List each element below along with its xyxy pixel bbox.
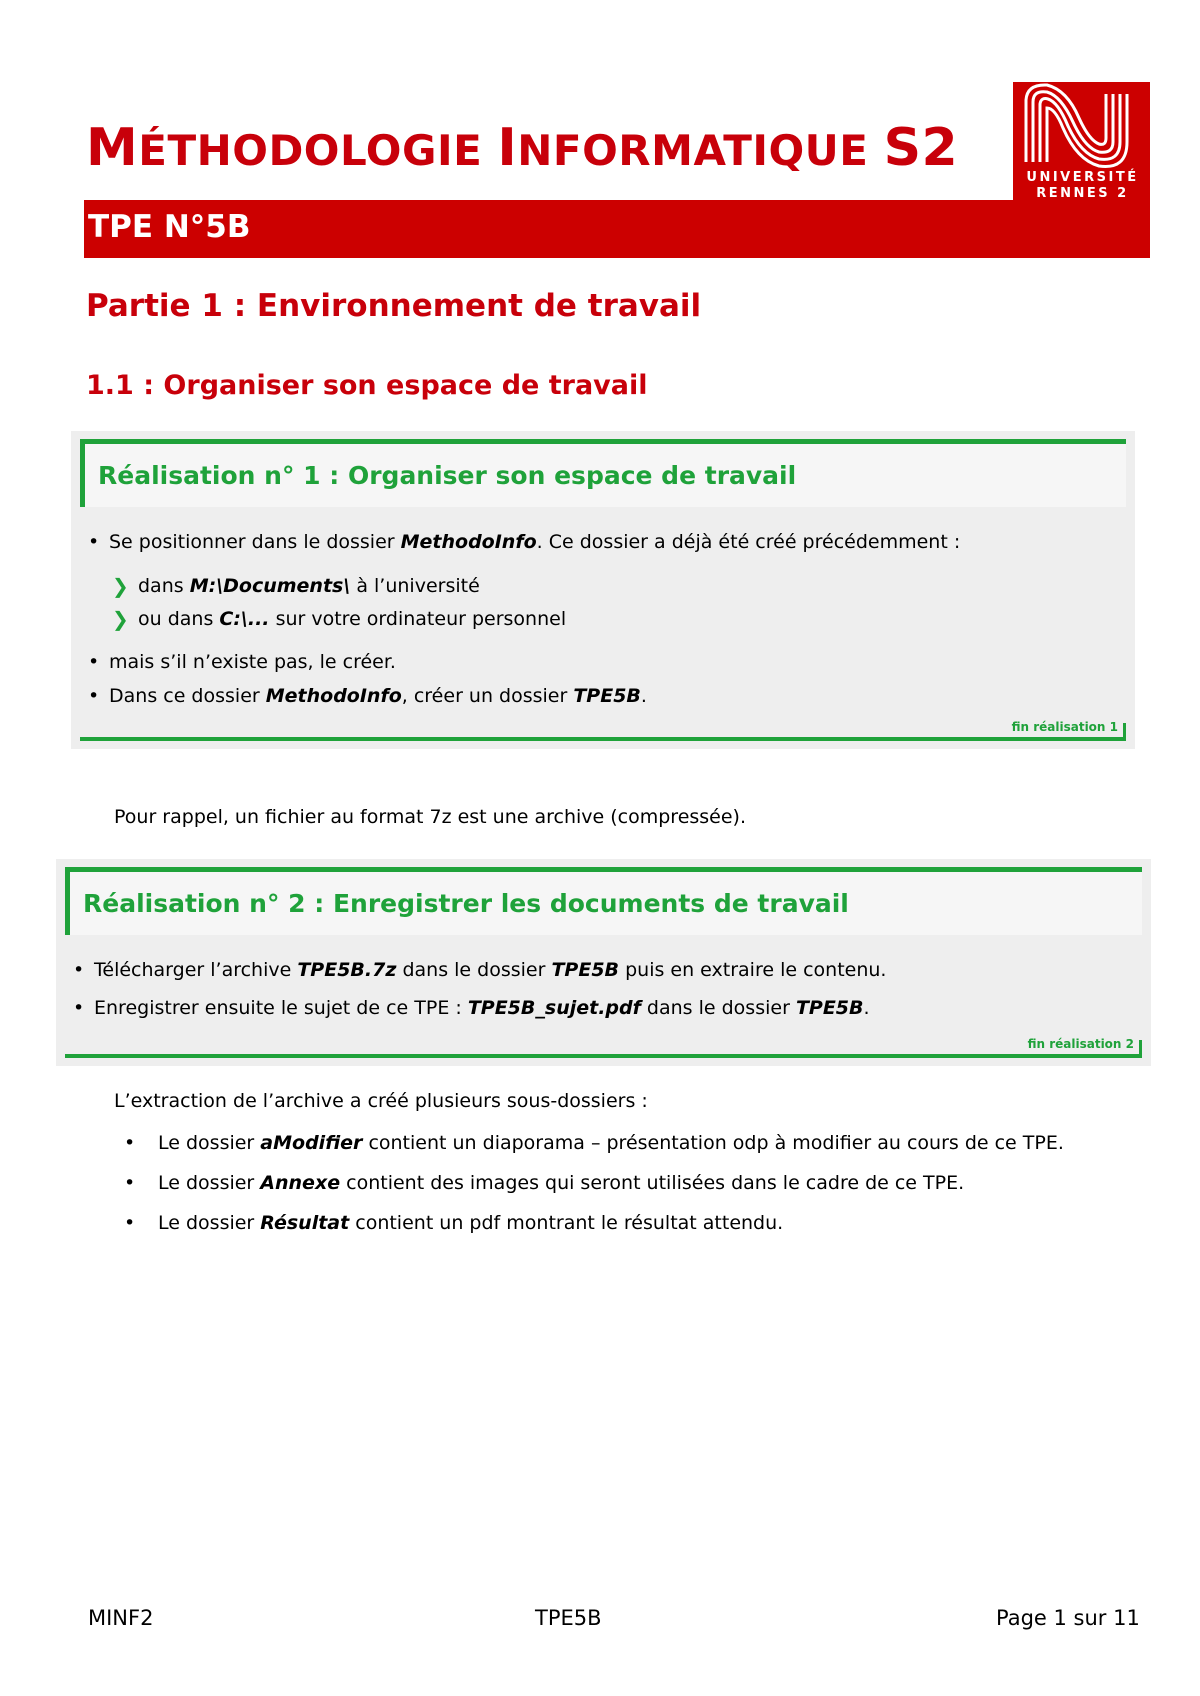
tpe-label: TPE N°5B [88,209,251,245]
box-top-border [80,439,1126,444]
box-bottom-border [65,1054,1142,1058]
realisation-title: Réalisation n° 1 : Organiser son espace de travail [98,461,797,490]
footer-left: MINF2 [88,1606,154,1630]
university-logo-text [1024,170,1141,202]
sub-list-item: dans M:\Documents\ à l’université [138,575,480,597]
realisation-end-label: fin réalisation 1 [1011,720,1118,734]
realisation-box-1 [71,431,1135,749]
bullet-icon: • [124,1132,136,1154]
document-title: MÉTHODOLOGIE INFORMATIQUE S2 [86,118,959,178]
box-right-marker [1139,1040,1142,1058]
list-item: mais s’il n’existe pas, le créer. [109,651,396,673]
logo-line-1: UNIVERSITÉ [1026,170,1139,185]
footer-center: TPE5B [535,1606,602,1630]
realisation-box-2 [56,859,1151,1066]
section-heading: 1.1 : Organiser son espace de travail [86,370,648,401]
sub-list-item: ou dans C:\... sur votre ordinateur personnel [138,608,567,630]
extraction-intro: L’extraction de l’archive a créé plusieurs sous-dossiers : [114,1090,648,1112]
chevron-right-icon: ❯ [112,574,129,598]
reminder-paragraph: Pour rappel, un fichier au format 7z est une archive (compressée). [114,806,747,828]
logo-n-icon [1013,82,1150,172]
list-item: Enregistrer ensuite le sujet de ce TPE : TPE5B_sujet.pdf dans le dossier TPE5B. [94,997,870,1019]
box-right-marker [1123,723,1126,741]
bullet-icon: • [88,685,100,707]
box-left-border [80,439,85,507]
bullet-icon: • [73,997,85,1019]
bullet-icon: • [88,531,100,553]
box-top-border [65,867,1142,872]
part-heading: Partie 1 : Environnement de travail [86,288,702,324]
list-item: Le dossier Résultat contient un pdf montrant le résultat attendu. [158,1212,784,1234]
list-item: Le dossier Annexe contient des images qui seront utilisées dans le cadre de ce TPE. [158,1172,965,1194]
bullet-icon: • [73,959,85,981]
box-left-border [65,867,70,935]
bullet-icon: • [124,1212,136,1234]
footer-page-number: Page 1 sur 11 [996,1606,1140,1630]
list-item: Télécharger l’archive TPE5B.7z dans le dossier TPE5B puis en extraire le contenu. [94,959,887,981]
realisation-title: Réalisation n° 2 : Enregistrer les documents de travail [83,889,849,918]
list-item: Dans ce dossier MethodoInfo, créer un dossier TPE5B. [109,685,647,707]
logo-line-2: RENNES 2 [1036,186,1129,201]
realisation-end-label: fin réalisation 2 [1027,1037,1134,1051]
bullet-icon: • [124,1172,136,1194]
list-item: Se positionner dans le dossier MethodoInfo. Ce dossier a déjà été créé précédemment : [109,531,961,553]
list-item: Le dossier aModifier contient un diaporama – présentation odp à modifier au cours de ce TPE. [158,1132,1064,1154]
bullet-icon: • [88,651,100,673]
box-bottom-border [80,737,1126,741]
chevron-right-icon: ❯ [112,607,129,631]
